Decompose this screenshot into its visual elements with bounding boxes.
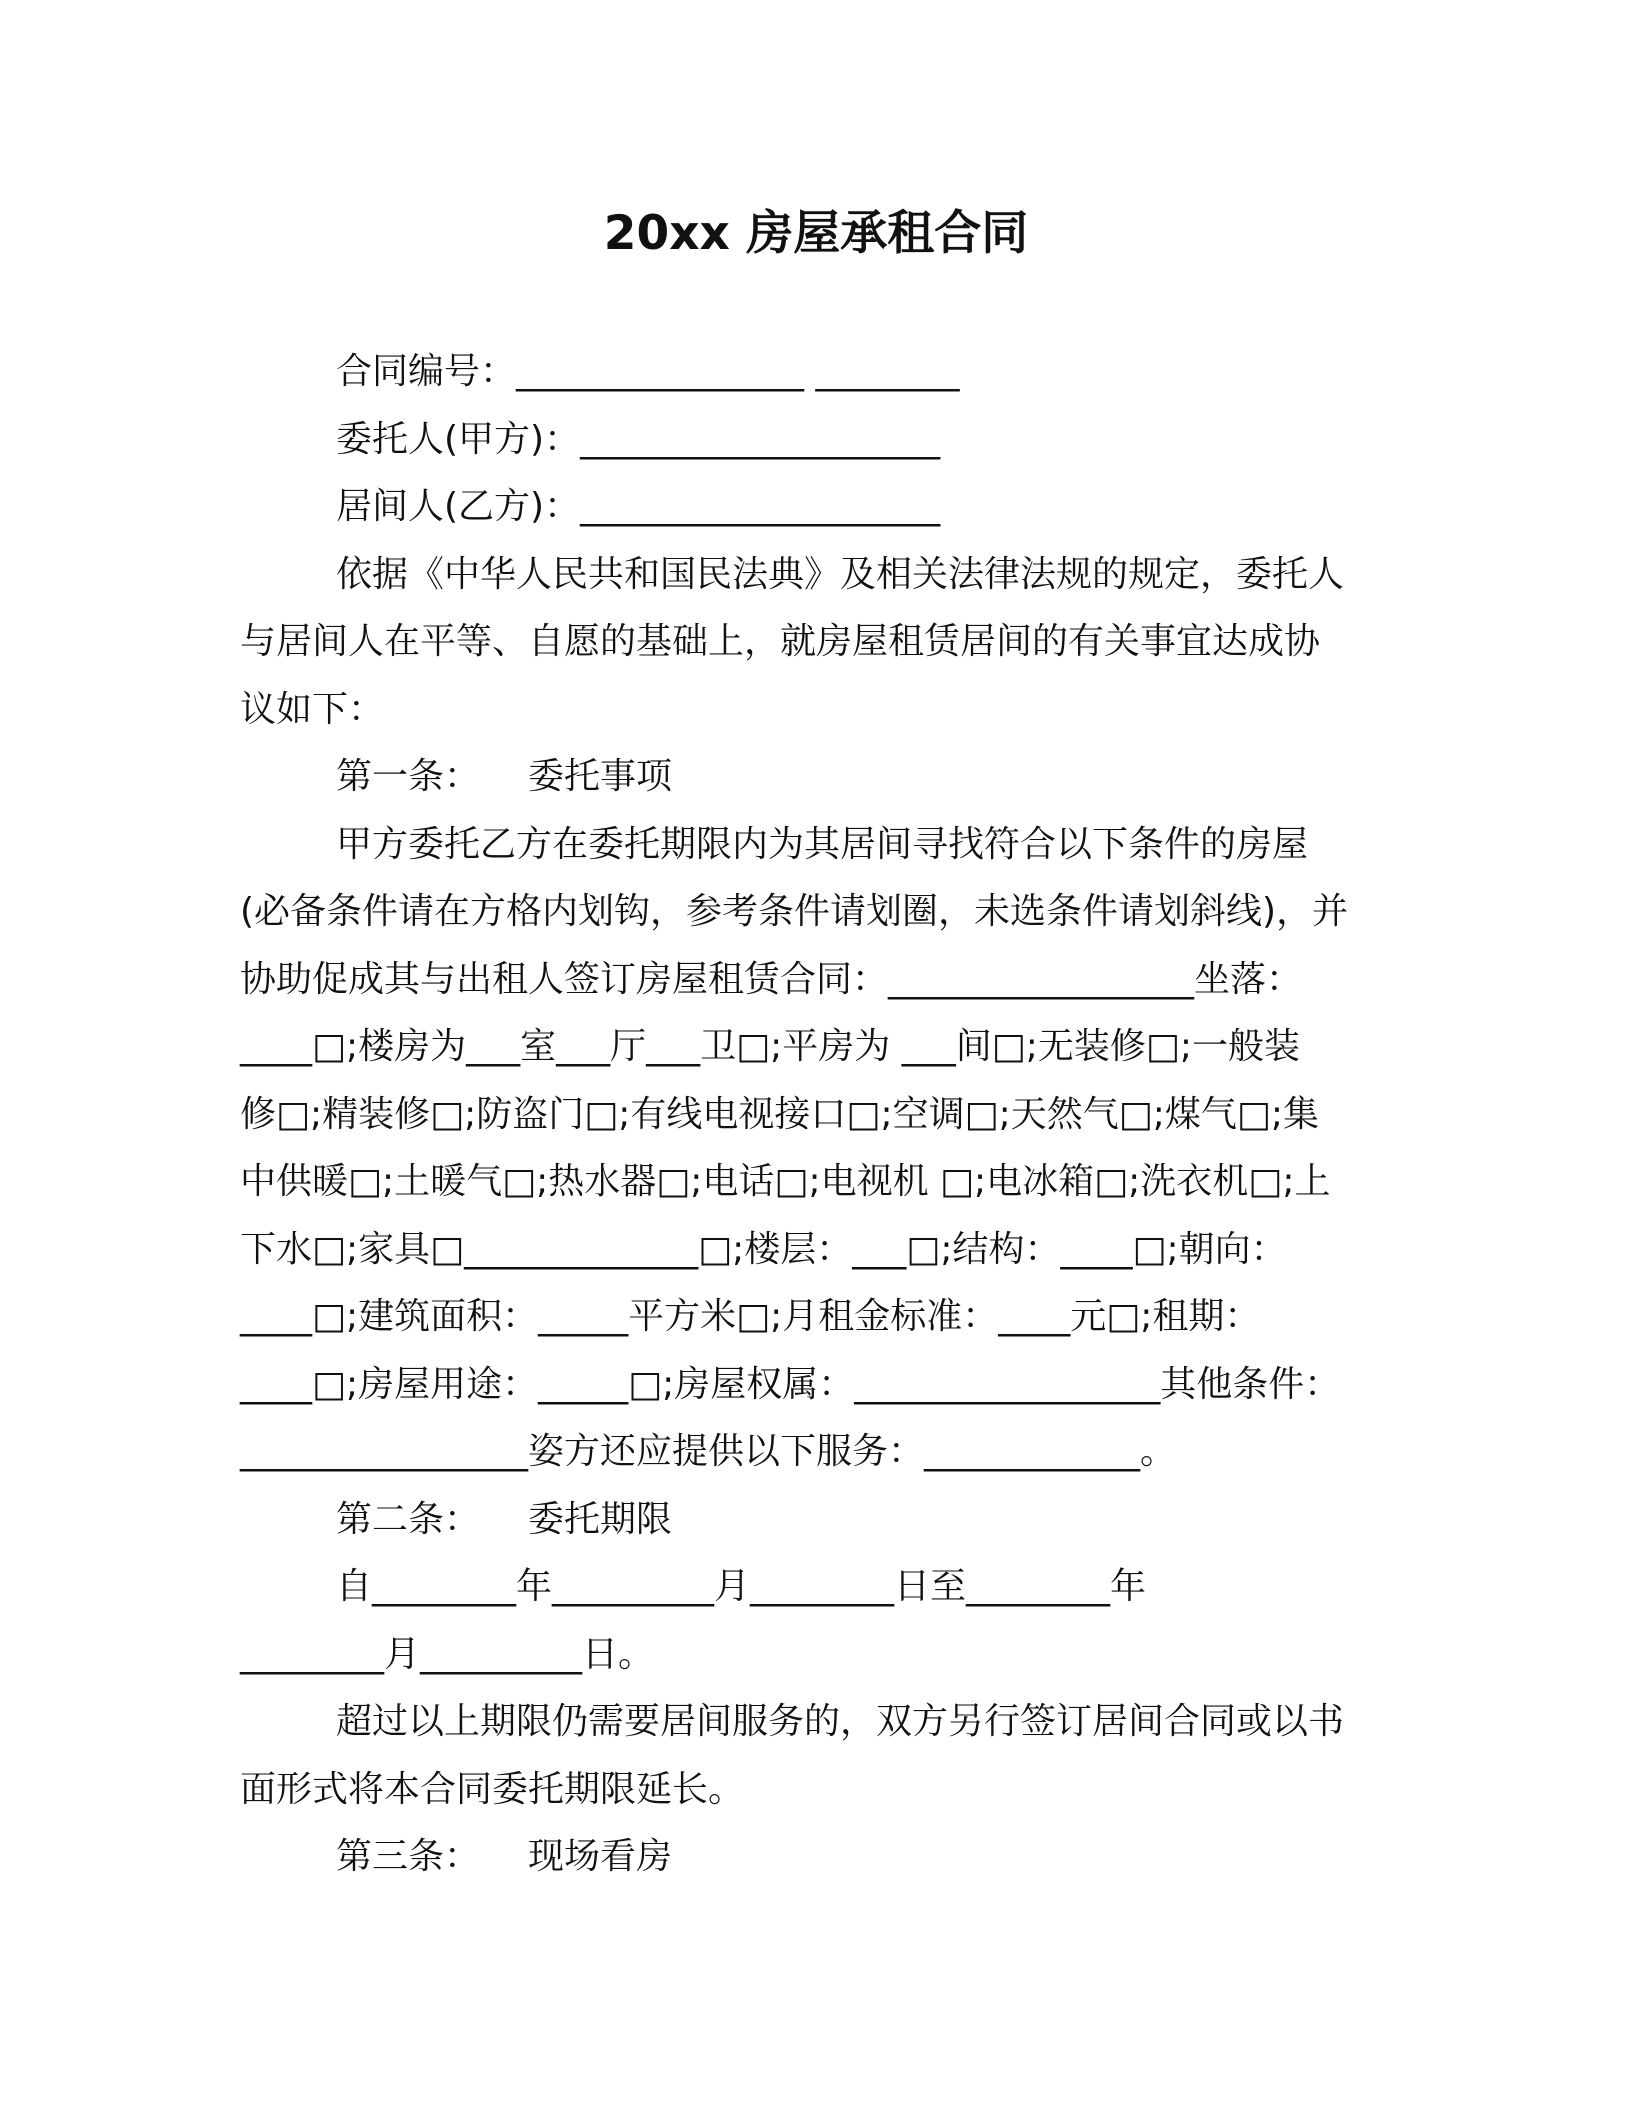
article2-title: 委托期限 — [528, 1498, 673, 1540]
article1-line: 中供暖□;土暖气□;热水器□;电话□;电视机 □;电冰箱□;洗衣机□;上 — [240, 1161, 1331, 1202]
article1-line: ____□;建筑面积：_____平方米□;月租金标准：____元□;租期： — [240, 1296, 1261, 1337]
preamble-line: 依据《中华人民共和国民法典》及相关法律法规的规定，委托人 — [336, 553, 1345, 595]
article2-extension-line: 面形式将本合同委托期限延长。 — [240, 1768, 745, 1810]
article1-line: 甲方委托乙方在委托期限内为其居间寻找符合以下条件的房屋 — [336, 823, 1309, 865]
article1-line: ____□;房屋用途：_____□;房屋权属：_________________其他条件： — [240, 1363, 1341, 1405]
article2-line: ________月_________日。 — [240, 1633, 655, 1675]
article3-heading — [240, 1823, 1390, 1891]
article1-title: 委托事项 — [528, 756, 673, 797]
intermediary-field: 居间人(乙方)：____________________ — [336, 486, 941, 527]
principal-field: 委托人(甲方)：____________________ — [336, 418, 941, 460]
document-title: 20xx 房屋承租合同 — [603, 206, 1029, 261]
article1-label: 第一条： — [336, 756, 481, 797]
article3-label: 第三条： — [336, 1836, 481, 1877]
article2-extension-line: 超过以上期限仍需要居间服务的，双方另行签订居间合同或以书 — [336, 1701, 1345, 1742]
document-body — [240, 338, 1390, 1891]
article1-line: ____□;楼房为___室___厅___卫□;平房为 ___间□;无装修□;一般装 — [240, 1026, 1301, 1067]
article2-label: 第二条： — [336, 1498, 481, 1540]
article2-line: 自________年_________月________日至________年 — [336, 1566, 1146, 1607]
article2-heading — [240, 1486, 1390, 1554]
preamble-line: 议如下： — [240, 688, 385, 730]
article1-line: 修□;精装修□;防盗门□;有线电视接口□;空调□;天然气□;煤气□;集 — [240, 1093, 1319, 1135]
article3-title: 现场看房 — [528, 1836, 673, 1877]
article1-heading — [240, 743, 1390, 811]
article1-line: (必备条件请在方格内划钩，参考条件请划圈，未选条件请划斜线)，并 — [240, 891, 1349, 932]
contract-number-field: 合同编号：________________ ________ — [336, 351, 960, 392]
article1-line: 下水□;家具□_____________□;楼层：___□;结构：____□;朝向： — [240, 1228, 1287, 1270]
article1-line: ________________姿方还应提供以下服务：____________。 — [240, 1431, 1177, 1472]
article1-line: 协助促成其与出租人签订房屋租赁合同：_________________坐落： — [240, 958, 1303, 1000]
preamble-line: 与居间人在平等、自愿的基础上，就房屋租赁居间的有关事宜达成协 — [240, 621, 1321, 662]
